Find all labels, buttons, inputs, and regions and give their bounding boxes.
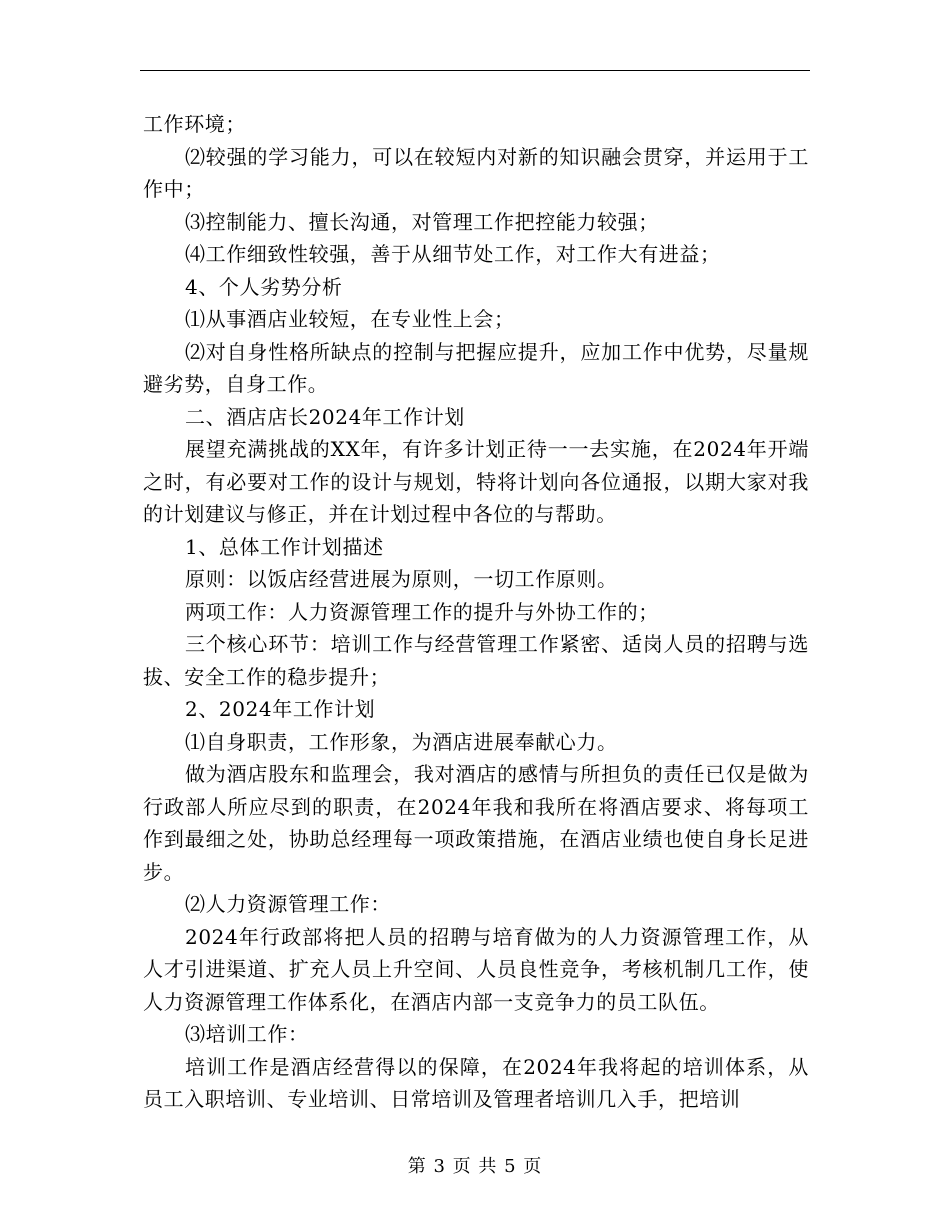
paragraph: 三个核心环节：培训工作与经营管理工作紧密、适岗人员的招聘与选拔、安全工作的稳步提升； [143, 632, 809, 689]
section-heading: 2、2024年工作计划 [185, 697, 376, 721]
section-heading: 4、个人劣势分析 [185, 274, 343, 299]
paragraph: ⑴从事酒店业较短，在专业性上会； [185, 307, 515, 331]
body-text [143, 108, 809, 1116]
paragraph: 工作环境； [143, 112, 246, 136]
page-footer: 第 3 页 共 5 页 [407, 1156, 543, 1177]
paragraph: 原则：以饭店经营进展为原则，一切工作原则。 [185, 567, 618, 591]
paragraph: ⑵较强的学习能力，可以在较短内对新的知识融会贯穿，并运用于工作中； [143, 144, 809, 201]
paragraph: ⑶控制能力、擅长沟通，对管理工作把控能力较强； [185, 209, 659, 234]
header-rule [140, 70, 810, 71]
paragraph: ⑶培训工作： [185, 1022, 309, 1046]
paragraph: ⑴自身职责，工作形象，为酒店进展奉献心力。 [185, 729, 618, 754]
section-heading: 1、总体工作计划描述 [185, 534, 384, 559]
paragraph: 培训工作是酒店经营得以的保障，在2024年我将起的培训体系，从员工入职培训、专业培训、日常培训及管理者培训几入手，把培训 [143, 1054, 809, 1111]
paragraph: 2024年行政部将把人员的招聘与培育做为的人力资源管理工作，从人才引进渠道、扩充人员上升空间、人员良性竞争，考核机制几工作，使人力资源管理工作体系化，在酒店内部一支竞争力的员工队伍。 [143, 924, 809, 1014]
paragraph: ⑷工作细致性较强，善于从细节处工作，对工作大有进益； [185, 242, 721, 266]
section-heading: 二、酒店店长2024年工作计划 [185, 404, 465, 429]
paragraph: ⑵人力资源管理工作： [185, 892, 391, 916]
paragraph: 展望充满挑战的XX年，有许多计划正待一一去实施，在2024年开端之时，有必要对工作的设计与规划，特将计划向各位通报，以期大家对我的计划建议与修正，并在计划过程中各位的与帮助。 [143, 437, 809, 526]
paragraph: ⑵对自身性格所缺点的控制与把握应提升，应加工作中优势，尽量规避劣势，自身工作。 [143, 339, 809, 396]
paragraph: 做为酒店股东和监理会，我对酒店的感情与所担负的责任已仅是做为行政部人所应尽到的职责，在2024年我和我所在将酒店要求、将每项工作到最细之处，协助总经理每一项政策措施，在酒店业绩也使自身长足进步。 [143, 762, 809, 884]
paragraph: 两项工作：人力资源管理工作的提升与外协工作的； [185, 599, 659, 624]
